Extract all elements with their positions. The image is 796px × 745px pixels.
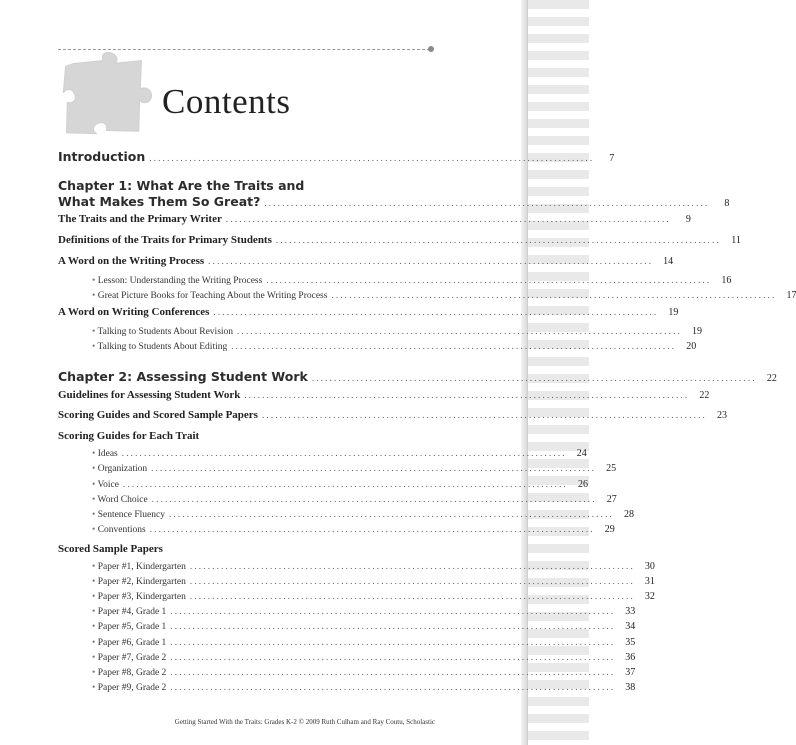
toc-page-number: 11: [731, 235, 741, 246]
toc-page-number: 9: [685, 214, 691, 225]
toc-entry-paper-8[interactable]: [92, 667, 636, 678]
toc-page-number: 19: [668, 307, 679, 318]
toc-entry-paper-6[interactable]: [92, 637, 636, 648]
toc-entry-label: Guidelines for Assessing Student Work: [58, 389, 241, 401]
dot-leader: ....................................................................................................: [237, 326, 683, 336]
toc-entry-label: • Word Choice: [92, 495, 148, 505]
toc-entry-label: • Great Picture Books for Teaching About the Writing Process: [92, 291, 327, 301]
toc-entry-writing-process[interactable]: [58, 255, 674, 267]
toc-entry-lesson[interactable]: [92, 275, 732, 286]
toc-entry-label: • Paper #4, Grade 1: [92, 607, 166, 617]
toc-entry-chapter-2[interactable]: [58, 369, 777, 384]
toc-heading-scored-papers: Scored Sample Papers: [58, 543, 163, 555]
toc-entry-definitions[interactable]: [58, 234, 741, 246]
toc-entry-paper-3[interactable]: [92, 591, 655, 602]
toc-entry-label: • Talking to Students About Editing: [92, 342, 227, 352]
toc-entry-label: • Ideas: [92, 449, 118, 459]
toc-entry-label: A Word on the Writing Process: [58, 255, 205, 267]
toc-entry-paper-4[interactable]: [92, 606, 636, 617]
toc-page-number: 22: [766, 373, 777, 384]
dot-leader: ....................................................................................................: [189, 591, 635, 601]
toc-page-number: 26: [578, 479, 588, 490]
toc-entry-paper-9[interactable]: [92, 682, 636, 693]
toc-page-number: 27: [606, 494, 617, 505]
dot-leader: ....................................................................................................: [208, 256, 654, 266]
toc-entry-conventions[interactable]: [92, 524, 615, 535]
toc-page-number: 17: [786, 290, 796, 301]
dot-leader: ....................................................................................................: [225, 214, 671, 224]
toc-entry-label: What Makes Them So Great?: [58, 194, 261, 209]
toc-page-number: 32: [644, 591, 655, 602]
toc-entry-label: The Traits and the Primary Writer: [58, 213, 222, 225]
toc-entry-label: Introduction: [58, 149, 146, 164]
toc-entry-word-choice[interactable]: [92, 494, 617, 505]
toc-entry-label: • Conventions: [92, 525, 146, 535]
toc-entry-editing[interactable]: [92, 341, 697, 352]
toc-entry-chapter-1[interactable]: [58, 194, 730, 209]
toc-entry-voice[interactable]: [92, 479, 588, 490]
toc-entry-paper-7[interactable]: [92, 652, 636, 663]
dot-leader: ....................................................................................................: [170, 667, 616, 677]
toc-page-number: 8: [724, 198, 730, 209]
dot-leader: ....................................................................................................: [151, 463, 597, 473]
toc-page-number: 25: [606, 463, 617, 474]
toc-entry-introduction[interactable]: [58, 149, 615, 164]
dot-leader: ....................................................................................................: [275, 235, 721, 245]
toc-entry-label: • Paper #5, Grade 1: [92, 622, 166, 632]
toc-page-number: 29: [604, 524, 615, 535]
dot-leader: ....................................................................................................: [266, 275, 712, 285]
dot-leader: ....................................................................................................: [170, 637, 616, 647]
toc-entry-label: • Paper #3, Kindergarten: [92, 592, 186, 602]
dot-leader: ....................................................................................................: [170, 682, 616, 692]
dot-leader: ....................................................................................................: [149, 524, 595, 534]
dot-leader: ....................................................................................................: [231, 341, 677, 351]
toc-entry-scoring-guides-sample[interactable]: [58, 409, 727, 421]
toc-entry-ideas[interactable]: [92, 448, 587, 459]
dot-leader: ....................................................................................................: [331, 290, 777, 300]
toc-entry-label: • Sentence Fluency: [92, 510, 165, 520]
toc-page-number: 37: [625, 667, 636, 678]
toc-entry-label: • Paper #6, Grade 1: [92, 638, 166, 648]
toc-entry-revision[interactable]: [92, 326, 703, 337]
toc-entry-writing-conferences[interactable]: [58, 306, 679, 318]
toc-page-number: 23: [716, 410, 727, 421]
toc-entry-label: • Paper #2, Kindergarten: [92, 577, 186, 587]
dot-leader: ....................................................................................................: [170, 652, 616, 662]
toc-entry-paper-5[interactable]: [92, 621, 636, 632]
toc-page-number: 34: [625, 621, 636, 632]
toc-entry-label: • Voice: [92, 480, 119, 490]
dot-leader: ....................................................................................................: [149, 153, 595, 163]
page-title: Contents: [162, 82, 291, 121]
dot-leader: ....................................................................................................: [189, 561, 635, 571]
toc-entry-label: • Paper #8, Grade 2: [92, 668, 166, 678]
toc-page-number: 28: [623, 509, 634, 520]
toc-page-number: 36: [625, 652, 636, 663]
dot-leader: ....................................................................................................: [123, 479, 568, 489]
toc-entry-sentence-fluency[interactable]: [92, 509, 634, 520]
toc-page-number: 22: [699, 390, 710, 401]
toc-page-number: 14: [663, 256, 674, 267]
toc-entry-label: A Word on Writing Conferences: [58, 306, 210, 318]
toc-page-number: 31: [644, 576, 655, 587]
toc-page-number: 30: [644, 561, 655, 572]
page-footer: Getting Started With the Traits: Grades K-2 © 2009 Ruth Culham and Ray Coutu, Scholastic: [174, 718, 435, 726]
toc-entry-label: • Paper #1, Kindergarten: [92, 562, 186, 572]
toc-page-number: 38: [625, 682, 636, 693]
toc-entry-paper-2[interactable]: [92, 576, 655, 587]
dot-leader: ....................................................................................................: [189, 576, 635, 586]
toc-page-number: 33: [625, 606, 636, 617]
toc-entry-label: • Paper #9, Grade 2: [92, 683, 166, 693]
toc-entry-traits-primary-writer[interactable]: [58, 213, 691, 225]
dot-leader: ....................................................................................................: [168, 509, 614, 519]
toc-page-number: 7: [609, 153, 615, 164]
toc-entry-chapter-1-line-1[interactable]: Chapter 1: What Are the Traits and: [58, 178, 305, 193]
toc-heading-scoring-guides: Scoring Guides for Each Trait: [58, 430, 200, 442]
dot-leader: ....................................................................................................: [121, 448, 567, 458]
toc-entry-label: Scoring Guides and Scored Sample Papers: [58, 409, 258, 421]
toc-entry-organization[interactable]: [92, 463, 617, 474]
toc-entry-label: • Lesson: Understanding the Writing Process: [92, 276, 262, 286]
dot-leader: ....................................................................................................: [264, 198, 710, 208]
toc-page-number: 19: [692, 326, 703, 337]
dot-leader: ....................................................................................................: [244, 390, 690, 400]
dot-leader: ....................................................................................................: [261, 410, 707, 420]
dot-leader: ....................................................................................................: [213, 307, 659, 317]
toc-entry-label: Definitions of the Traits for Primary Students: [58, 234, 272, 246]
toc-entry-picture-books[interactable]: [92, 290, 796, 301]
toc-entry-paper-1[interactable]: [92, 561, 655, 572]
toc-page-number: 20: [686, 341, 697, 352]
dot-leader: ....................................................................................................: [311, 373, 757, 383]
toc-entry-guidelines[interactable]: [58, 389, 710, 401]
dot-leader: ....................................................................................................: [170, 606, 616, 616]
toc-entry-label: • Talking to Students About Revision: [92, 327, 233, 337]
toc-entry-label: • Organization: [92, 464, 147, 474]
toc-page-number: 35: [625, 637, 636, 648]
dot-leader: ....................................................................................................: [170, 621, 616, 631]
toc-page-number: 16: [721, 275, 732, 286]
toc-entry-label: • Paper #7, Grade 2: [92, 653, 166, 663]
toc-entry-label: Chapter 2: Assessing Student Work: [58, 369, 308, 384]
toc-page-number: 24: [576, 448, 587, 459]
dot-leader: ....................................................................................................: [151, 494, 597, 504]
